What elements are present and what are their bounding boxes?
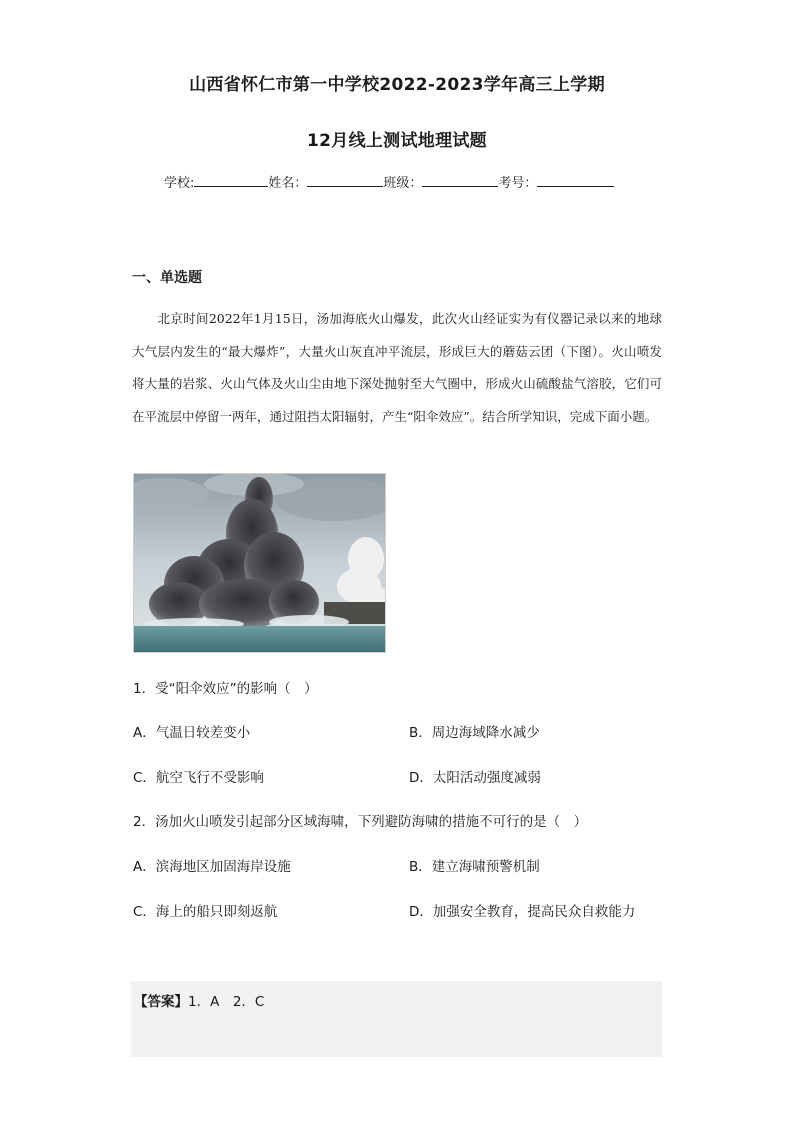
school-blank[interactable] [194, 173, 268, 187]
name-blank[interactable] [307, 173, 383, 187]
volcano-eruption-photo [133, 473, 386, 653]
question-1-option-c[interactable]: C．航空飞行不受影响 [133, 770, 264, 786]
class-label: 班级： [383, 176, 423, 191]
student-info-row [164, 172, 614, 191]
reading-passage: 北京时间2022年1月15日，汤加海底火山爆发，此次火山经证实为有仪器记录以来的地球大气层内发生的“最大爆炸”，大量火山灰直冲平流层，形成巨大的蘑菇云团（下图）。火山喷发将大量的岩浆、火山气体及火山尘由地下深处抛射至大气圈中，形成火山硫酸盐气溶胶，它们可在平流层中停留一两年，通过阻挡太阳辐射，产生“阳伞效应”。结合所学知识，完成下面小题。 [132, 311, 662, 424]
question-2-option-b[interactable]: B．建立海啸预警机制 [409, 859, 540, 875]
question-2-option-a[interactable]: A．滨海地区加固海岸设施 [133, 859, 291, 875]
question-1-option-d[interactable]: D．太阳活动强度减弱 [409, 770, 541, 786]
name-label: 姓名： [268, 176, 308, 191]
sea [134, 626, 385, 652]
page-title-line-1: 山西省怀仁市第一中学校2022-2023学年高三上学期 [189, 75, 605, 95]
question-2-stem: 2．汤加火山喷发引起部分区域海啸，下列避防海啸的措施不可行的是（ ） [133, 814, 588, 830]
section-heading: 一、单选题 [132, 270, 202, 286]
answer-value: 1．A 2．C [188, 994, 265, 1010]
id-blank[interactable] [537, 173, 614, 187]
answer-line [134, 990, 264, 1010]
question-2-option-d[interactable]: D．加强安全教育，提高民众自救能力 [409, 904, 636, 920]
id-label: 考号： [498, 176, 538, 191]
class-blank[interactable] [422, 173, 498, 187]
page-title-line-2: 12月线上测试地理试题 [307, 131, 487, 151]
question-1-option-a[interactable]: A．气温日较差变小 [133, 725, 251, 741]
question-1-stem: 1．受“阳伞效应”的影响（ ） [133, 681, 318, 697]
school-label: 学校: [164, 176, 195, 191]
question-1-option-b[interactable]: B．周边海域降水减少 [409, 725, 540, 741]
answer-label: 【答案】 [134, 994, 188, 1010]
question-2-option-c[interactable]: C．海上的船只即刻返航 [133, 904, 278, 920]
